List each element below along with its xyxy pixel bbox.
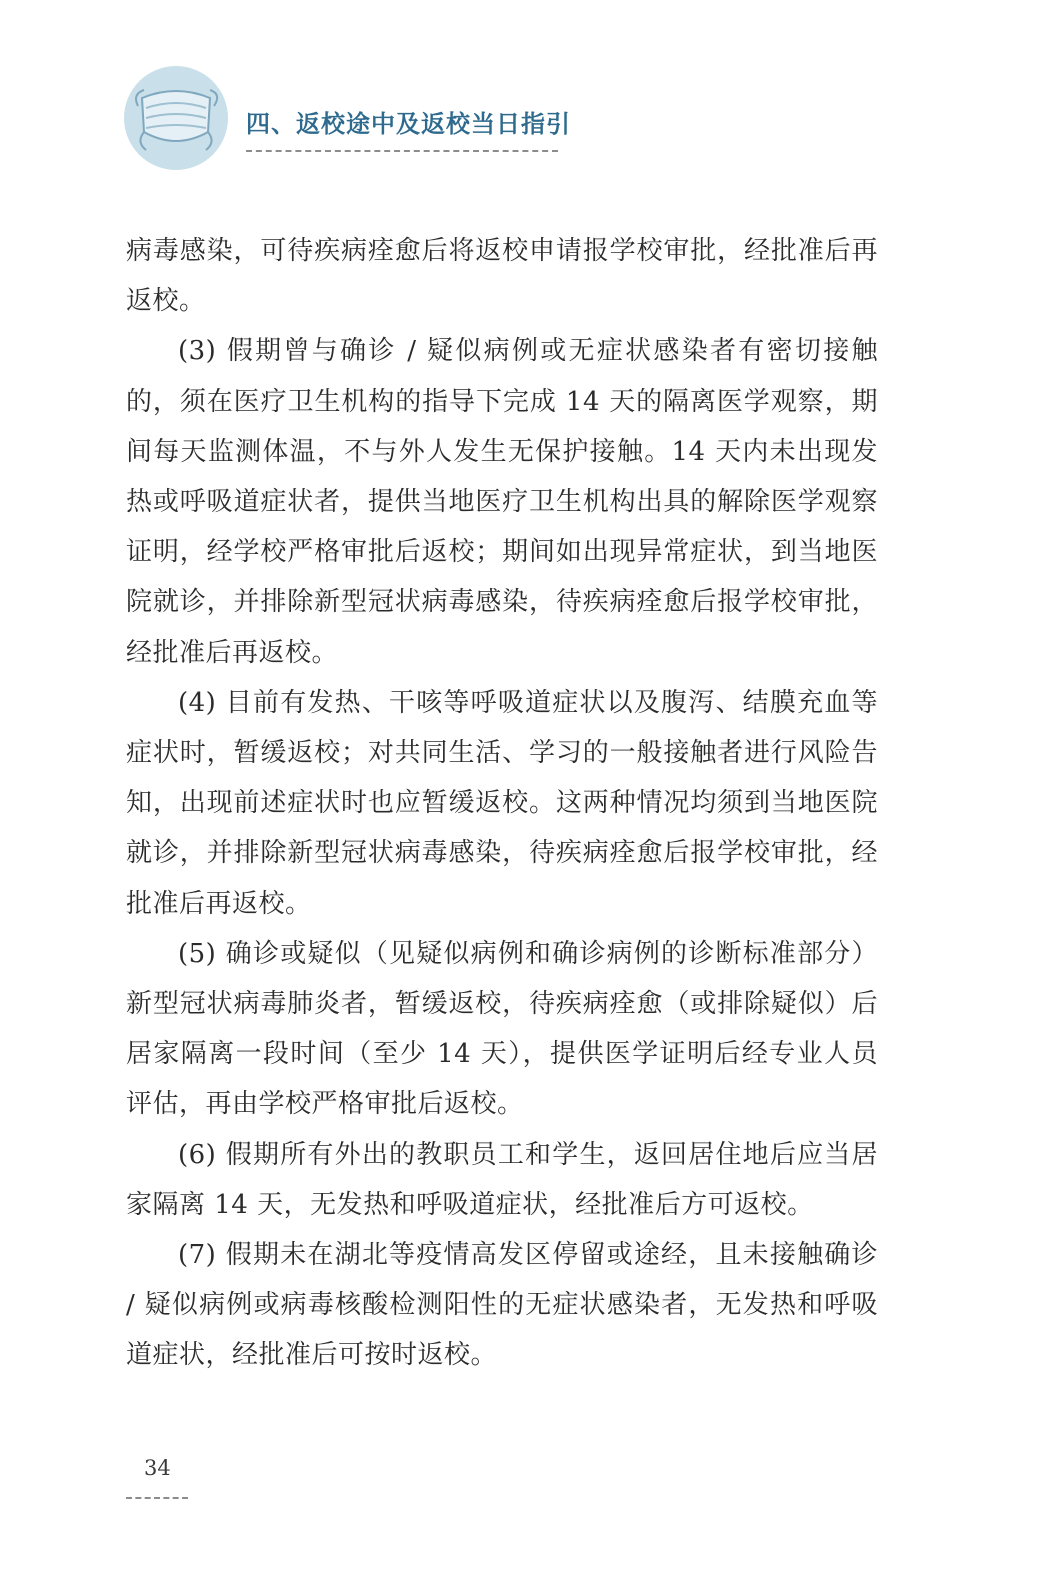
section-title: 四、返校途中及返校当日指引 <box>246 109 571 138</box>
body-text <box>126 226 878 1381</box>
section-header <box>124 66 584 176</box>
face-mask-icon <box>124 66 228 170</box>
paragraph-item-6: (6) 假期所有外出的教职员工和学生，返回居住地后应当居家隔离 14 天，无发热和呼吸道症状，经批准后方可返校。 <box>126 1139 878 1220</box>
page-number: 34 <box>144 1456 171 1480</box>
title-underline-divider <box>246 150 558 152</box>
page-number-divider <box>126 1497 188 1499</box>
paragraph-item-7: (7) 假期未在湖北等疫情高发区停留或途经，且未接触确诊 / 疑似病例或病毒核酸检测阳性的无症状感染者，无发热和呼吸道症状，经批准后可按时返校。 <box>126 1240 878 1371</box>
paragraph-continued: 病毒感染，可待疾病痊愈后将返校申请报学校审批，经批准后再返校。 <box>126 236 878 317</box>
paragraph-item-5: (5) 确诊或疑似（见疑似病例和确诊病例的诊断标准部分）新型冠状病毒肺炎者，暂缓返校，待疾病痊愈（或排除疑似）后居家隔离一段时间（至少 14 天），提供医学证明后经专业人员评估，再由学校严格审批后返校。 <box>126 938 878 1120</box>
paragraph-item-4: (4) 目前有发热、干咳等呼吸道症状以及腹泻、结膜充血等症状时，暂缓返校；对共同生活、学习的一般接触者进行风险告知，出现前述症状时也应暂缓返校。这两种情况均须到当地医院就诊，并排除新型冠状病毒感染，待疾病痊愈后报学校审批，经批准后再返校。 <box>126 687 878 919</box>
paragraph-item-3: (3) 假期曾与确诊 / 疑似病例或无症状感染者有密切接触的，须在医疗卫生机构的指导下完成 14 天的隔离医学观察，期间每天监测体温，不与外人发生无保护接触。14 天内未出现发热或呼吸道症状者，提供当地医疗卫生机构出具的解除医学观察证明，经学校严格审批后返校；期间如出现异常症状，到当地医院就诊，并排除新型冠状病毒感染，待疾病痊愈后报学校审批，经批准后再返校。 <box>126 336 878 668</box>
